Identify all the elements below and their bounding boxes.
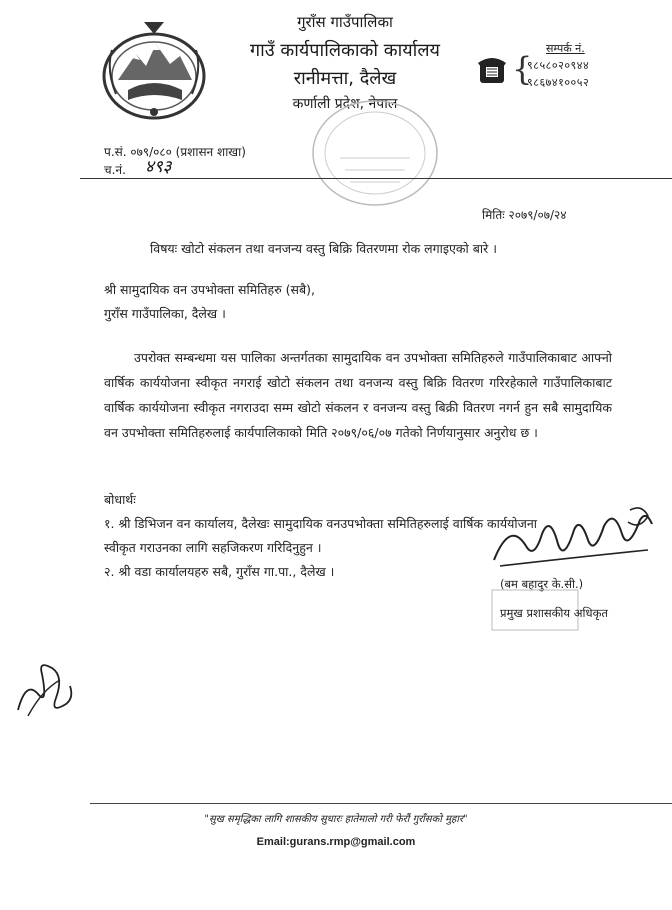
chalani-number: ४९३ — [145, 157, 172, 177]
addressee-line-2: गुराँस गाउँपालिका, दैलेख । — [104, 306, 226, 321]
handwritten-initials — [8, 650, 78, 730]
addressee-line-1: श्री सामुदायिक वन उपभोक्ता समितिहरु (सबै), — [104, 282, 315, 297]
cc-heading: बोधार्थः — [104, 492, 136, 507]
letter-body: उपरोक्त सम्बन्धमा यस पालिका अन्तर्गतका सामुदायिक वन उपभोक्ता समितिहरुले गाउँपालिकाबाट आफ्नो वार्षिक कार्ययोजना स्वीकृत नगराई खोटो संकलन तथा वनजन्य वस्तु बिक्रि वितरण गरिरहेकाले गाउँपालिकाबाट वार्षिक कार्ययोजना स्वीकृत नगराउदा सम्म खोटो संकलन र वनजन्य वस्तु बिक्री वितरण नगर्न हुन सबै सामुदायिक वन उपभोक्ता समितिहरुलाई कार्यपालिकाको मिति २०७९/०६/०७ गतेको निर्णयानुसार अनुरोध छ । — [104, 350, 612, 440]
contact-label: सम्पर्क नं. — [546, 42, 585, 55]
footer-slogan: "सुख समृद्धिका लागि शासकीय सुधारः हातेमालो गरी फेरौं गुराँसको मुहार" — [204, 814, 468, 825]
office-location: रानीमत्ता, दैलेख — [293, 68, 397, 89]
chalani-label: च.नं. — [104, 163, 126, 177]
cc-item-1-line-2: स्वीकृत गराउनका लागि सहजिकरण गरिदिनुहुन । — [104, 540, 322, 555]
footer-divider — [90, 803, 672, 804]
nepal-emblem-icon — [98, 20, 210, 122]
telephone-icon — [477, 53, 507, 87]
letter-subject: विषयः खोटो संकलन तथा वनजन्य वस्तु बिक्रि वितरणमा रोक लगाइएको बारे । — [150, 241, 497, 256]
signatory-name: (बम बहादुर के.सी.) — [500, 577, 584, 591]
header-divider — [80, 178, 672, 179]
office-name: गाउँ कार्यपालिकाको कार्यालय — [250, 40, 440, 61]
cc-item-1-line-1: १. श्री डिभिजन वन कार्यालय, दैलेखः सामुदायिक वनउपभोक्ता समितिहरुलाई वार्षिक कार्ययोजना — [104, 516, 538, 531]
letter-date: मितिः २०७९/०७/२४ — [482, 208, 567, 222]
brace-icon: { — [512, 50, 533, 88]
patra-sankhya: प.सं. ०७९/०८० (प्रशासन शाखा) — [104, 145, 246, 159]
office-stamp — [300, 88, 450, 218]
phone-number-2: ९८६७४१००५२ — [527, 76, 590, 89]
signatory-title: प्रमुख प्रशासकीय अधिकृत — [500, 606, 608, 620]
footer-email: Email:gurans.rmp@gmail.com — [256, 836, 416, 848]
cc-item-2: २. श्री वडा कार्यालयहरु सबै, गुराँस गा.पा., दैलेख । — [104, 564, 335, 579]
municipality-name: गुराँस गाउँपालिका — [297, 13, 393, 31]
province-name: कर्णाली प्रदेश, नेपाल — [292, 96, 398, 112]
phone-number-1: ९८५८०२०९४४ — [527, 59, 590, 72]
handwritten-signature — [480, 500, 660, 580]
